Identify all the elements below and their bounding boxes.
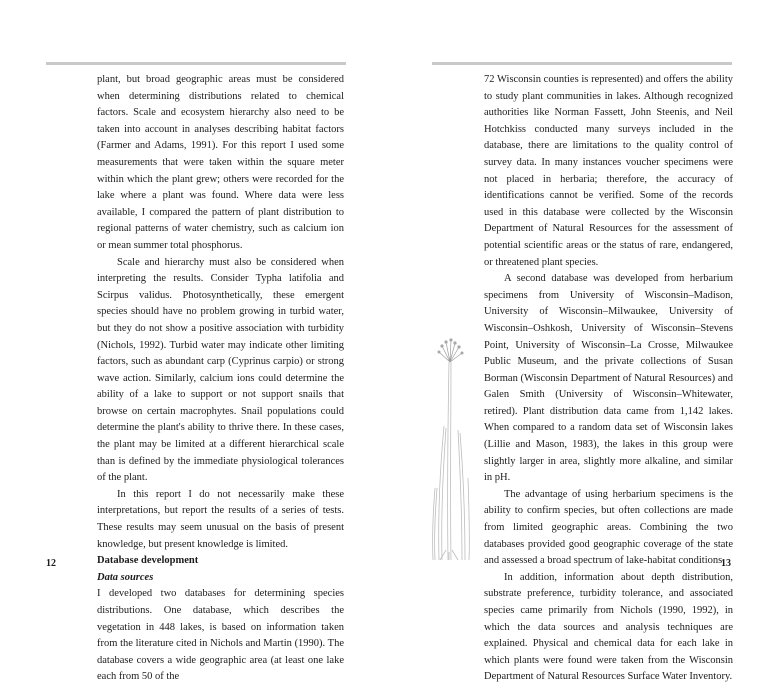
right-page-header-rule — [432, 62, 732, 65]
left-page-column — [97, 72, 344, 686]
paragraph: Scale and hierarchy must also be considered when interpreting the results. Consider Typha latifolia and Scirpus validus. Photosynthetically, these emergent species should have no problem growing in turbid water, but they do not show a positive association with turbidity (Nichols, 1992). Turbid water may indicate other limiting factors, such as abundant carp (Cyprinus carpio) or strong wave action. Similarly, calcium ions could determine the ability of a lake to support or not support snails that browse on certain macrophytes. Snail populations could determine the plant's ability to thrive there. In these cases, the plant may be limited at a different hierarchical scale than is defined by the immediate physiological tolerances of the plant. — [97, 256, 344, 484]
left-page-header-rule — [46, 62, 346, 65]
paragraph: In this report I do not necessarily make these interpretations, but report the results of a series of tests. These results may seem unusual on the basis of present knowledge, but present knowledge is limited. — [97, 488, 344, 550]
paragraph: I developed two databases for determining species distributions. One database, which describes the vegetation in 448 lakes, is based on information taken from the literature cited in Nichols and Martin (1990). The database covers a wide geographic area (at least one lake each from 50 of the — [97, 588, 344, 683]
plant-illustration — [424, 338, 474, 563]
right-page-column — [484, 72, 733, 686]
section-heading: Database development — [97, 555, 199, 567]
paragraph: In addition, information about depth distribution, substrate preference, turbidity tolerance, and associated species came primarily from Nichols (1990, 1992), in which the data sources and analysis techniques are explained. Physical and chemical data for each lake in which plants were found were taken from the Wisconsin Department of Natural Resources Surface Water Inventory. — [484, 571, 733, 683]
paragraph: plant, but broad geographic areas must be considered when determining distributions related to chemical factors. Scale and ecosystem hierarchy also need to be taken into account in analyses describing habitat factors (Farmer and Adams, 1991). For this report I used some measurements that were taken within the square meter within which the plant grew; others were recorded for the lake where a plant was found. Where data were less available, I compared the pattern of plant distribution to regional patterns of water chemistry, such as calcium ion or mean summer total phosphorus. — [97, 74, 344, 251]
paragraph: A second database was developed from herbarium specimens from University of Wisconsin–Madison, University of Wisconsin–Milwaukee, University of Wisconsin–Oshkosh, University of Wisconsin–Stevens Point, University of Wisconsin–La Crosse, Milwaukee Public Museum, and the private collections of Susan Borman (Wisconsin Department of Natural Resources) and Galen Smith (University of Wisconsin–Whitewater, retired). Plant distribution data came from 1,142 lakes. When compared to a random data set of Wisconsin lakes (Lillie and Mason, 1983), the lakes in this group were slightly larger in area, slightly more alkaline, and similar in pH. — [484, 273, 733, 484]
page-number: 13 — [721, 558, 731, 569]
section-subheading: Data sources — [97, 571, 154, 583]
paragraph: 72 Wisconsin counties is represented) and offers the ability to study plant communities in lakes. Although recognized authorities like Norman Fassett, John Steenis, and Neil Hotchkiss conducted many surveys included in the database, there are limitations to the quality control of survey data. In many instances voucher specimens were not placed in herbaria; therefore, the accuracy of identifications cannot be verified. Some of the records used in this database were collected by the Wisconsin Department of Natural Resources for the assessment of potential scientific areas or the status of rare, endangered, or threatened plant species. — [484, 74, 733, 268]
page-number: 12 — [46, 558, 56, 569]
paragraph: The advantage of using herbarium specimens is the ability to confirm species, but often collections are made from limited geographic areas. Combining the two databases provided good geographic coverage of the state and assessed a broad spectrum of lake-habitat conditions. — [484, 488, 733, 567]
